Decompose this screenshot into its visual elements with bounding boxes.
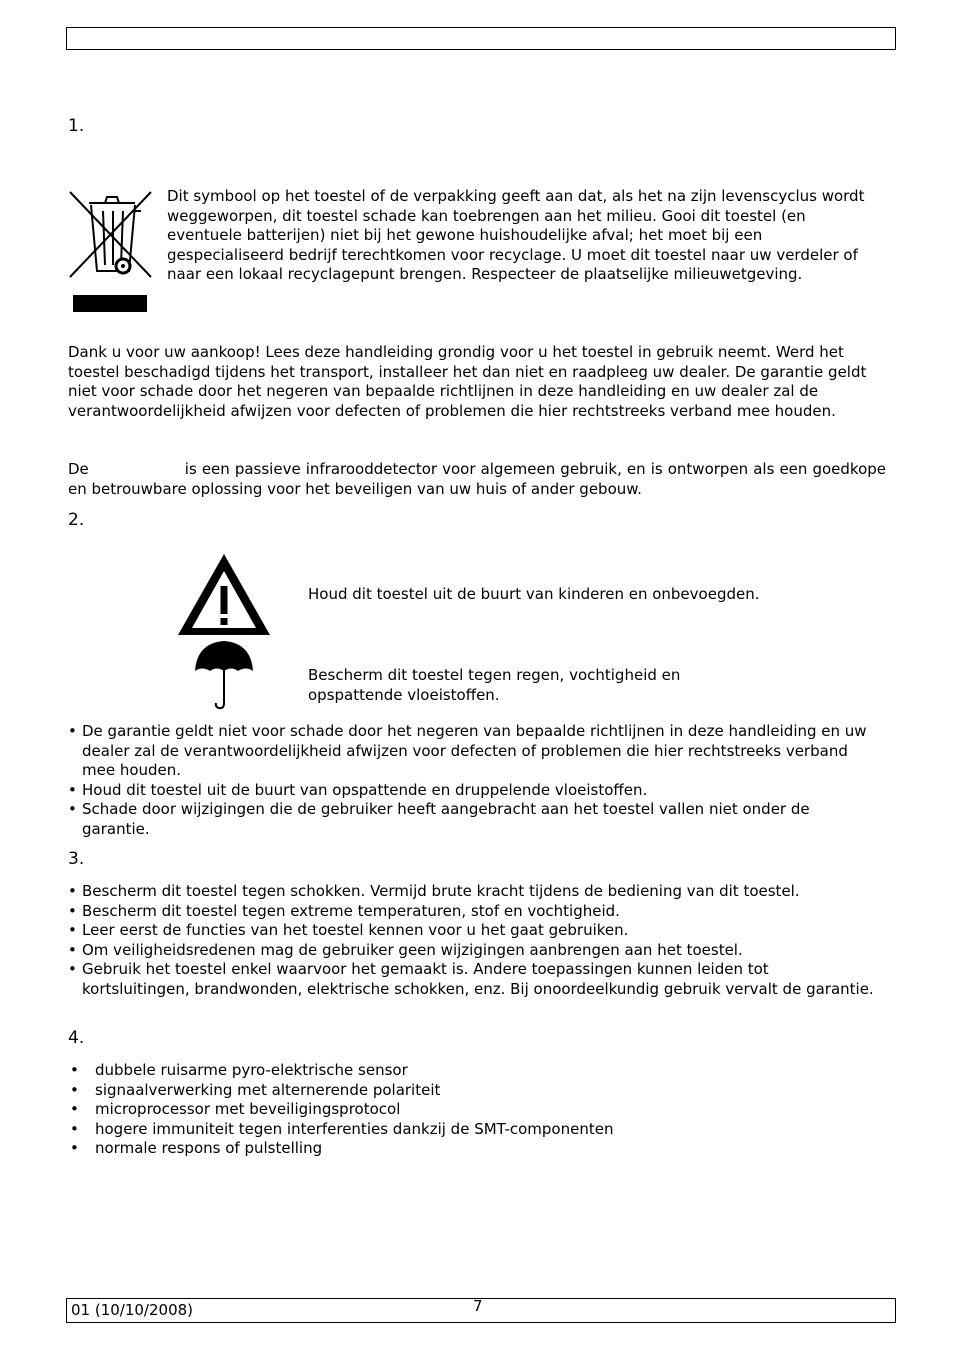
list-item: • Houd dit toestel uit de buurt van opspattende en druppelende vloeistoffen.	[68, 781, 874, 801]
list-item: • signaalverwerking met alternerende polariteit	[68, 1081, 874, 1101]
list-item: • Schade door wijzigingen die de gebruiker heeft aangebracht aan het toestel vallen niet onder de garantie.	[68, 800, 874, 839]
page-footer	[66, 1298, 896, 1323]
section-number-4: 4.	[68, 1028, 85, 1048]
list-item: • Bescherm dit toestel tegen schokken. Vermijd brute kracht tijdens de bediening van dit toestel.	[68, 882, 874, 902]
weee-disposal-text: Dit symbool op het toestel of de verpakking geeft aan dat, als het na zijn levenscyclus wordt weggeworpen, dit toestel schade kan toebrengen aan het milieu. Gooi dit toestel (en eventuele batterijen) niet bij het gewone huishoudelijke afval; het moet bij een gespecialiseerd bedrijf terechtkomen voor recyclage. U moet dit toestel naar uw verdeler of naar een lokaal recyclagepunt brengen. Respecteer de plaatselijke milieuwetgeving.	[167, 187, 865, 283]
intro-thanks-paragraph: Dank u voor uw aankoop! Lees deze handleiding grondig voor u het toestel in gebruik neemt. Werd het toestel beschadigd tijdens het transport, installeer het dan niet en raadpleeg uw dealer. De garantie geldt niet voor schade door het negeren van bepaalde richtlijnen in deze handleiding en uw dealer zal de verantwoordelijkheid afwijzen voor defecten of problemen die hier rechtstreeks verband mee houden.	[68, 343, 867, 420]
list-item: • dubbele ruisarme pyro-elektrische sensor	[68, 1061, 874, 1081]
safety-bullet-list	[68, 722, 874, 839]
description-rest: is een passieve infrarooddetector voor algemeen gebruik, en is ontworpen als een goedkope en betrouwbare oplossing voor het beveiligen van uw huis of ander gebouw.	[68, 460, 886, 498]
intro-description-paragraph	[68, 460, 886, 499]
warning-triangle-icon	[175, 551, 273, 639]
list-item: • Gebruik het toestel enkel waarvoor het gemaakt is. Andere toepassingen kunnen leiden tot kortsluitingen, brandwonden, elektrische schokken, enz. Bij onoordeelkundig gebruik vervalt de garantie.	[68, 960, 874, 999]
protect-rain-text: Bescherm dit toestel tegen regen, vochtigheid en opspattende vloeistoffen.	[308, 666, 681, 704]
guidelines-bullet-list	[68, 882, 874, 999]
page-header	[66, 27, 896, 50]
list-item: • Leer eerst de functies van het toestel kennen voor u het gaat gebruiken.	[68, 921, 874, 941]
section-number-1: 1.	[68, 116, 85, 136]
list-item: • hogere immuniteit tegen interferenties dankzij de SMT-componenten	[68, 1120, 874, 1140]
features-list	[68, 1061, 874, 1159]
section-number-2: 2.	[68, 510, 85, 530]
list-item: • microprocessor met beveiligingsprotocol	[68, 1100, 874, 1120]
umbrella-icon	[193, 639, 255, 711]
list-item: • Bescherm dit toestel tegen extreme temperaturen, stof en vochtigheid.	[68, 902, 874, 922]
footer-version: 01 (10/10/2008)	[71, 1301, 194, 1319]
crossed-out-wheelie-bin-icon	[67, 189, 155, 315]
section-number-3: 3.	[68, 849, 85, 869]
description-prefix: De	[68, 460, 89, 478]
warning-children-text: Houd dit toestel uit de buurt van kinderen en onbevoegden.	[308, 585, 760, 603]
list-item: • normale respons of pulstelling	[68, 1139, 874, 1159]
list-item: • Om veiligheidsredenen mag de gebruiker geen wijzigingen aanbrengen aan het toestel.	[68, 941, 874, 961]
page-number: 7	[473, 1297, 483, 1315]
list-item: • De garantie geldt niet voor schade door het negeren van bepaalde richtlijnen in deze handleiding en uw dealer zal de verantwoordelijkheid afwijzen voor defecten of problemen die hier rechtstreeks verband mee houden.	[68, 722, 874, 781]
